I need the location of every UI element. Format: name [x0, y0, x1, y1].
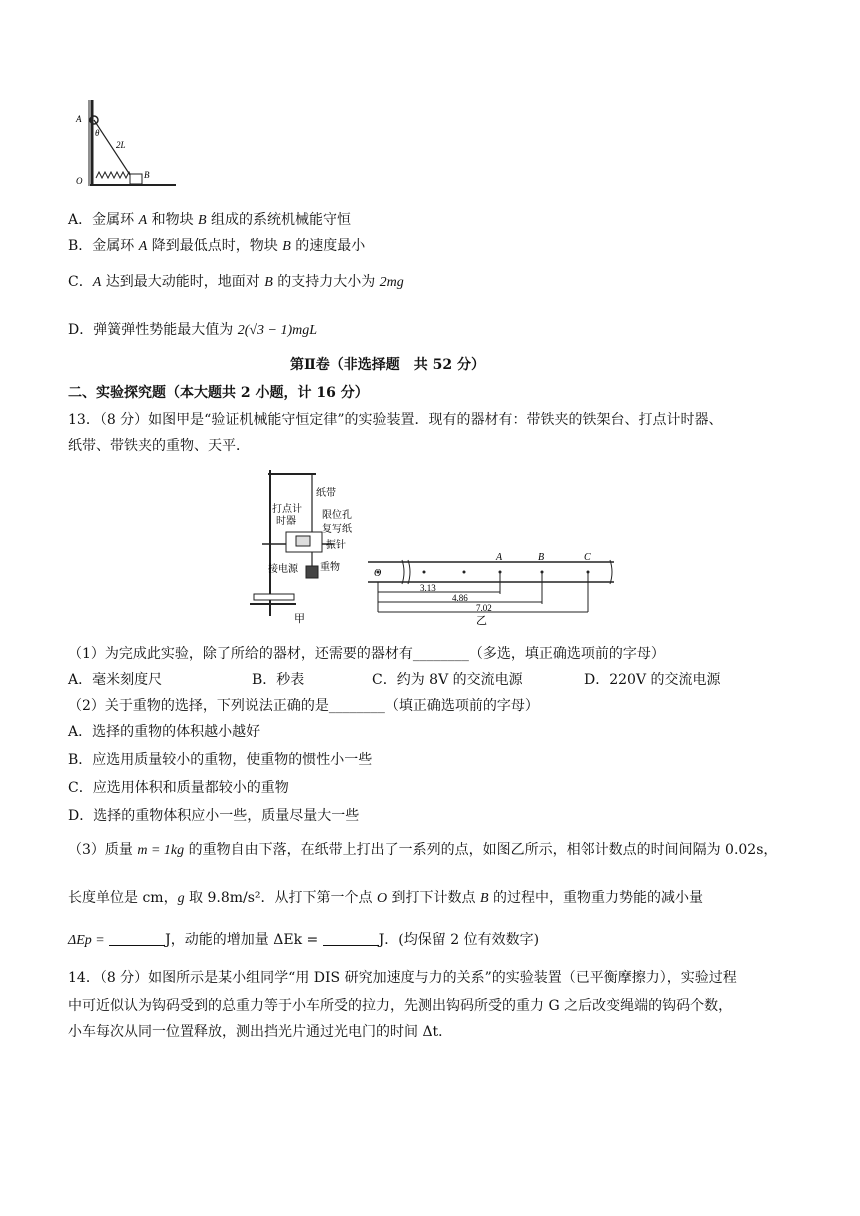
jia-label-zhongwu: 重物 [320, 562, 340, 573]
q14-line1: 14．（8 分）如图所示是某小组同学“用 DIS 研究加速度与力的关系”的实验装置（已平衡摩擦力），实验过程 [68, 970, 737, 986]
fig1-label-theta: θ [95, 128, 100, 138]
fig1-label-B: B [144, 170, 150, 180]
q14-line3: 小车每次从同一位置释放，测出挡光片通过光电门的时间 Δt． [68, 1024, 453, 1040]
q13-part3-line2: 长度单位是 cm，g 取 9.8m/s²．从打下第一个点 O 到打下计数点 B 的过程中，重物重力势能的减小量 [68, 890, 704, 906]
answer-blank-ek[interactable] [323, 931, 379, 946]
yi-dist-OA: 3.13 [420, 583, 436, 593]
q13-intro-line1: 13．（8 分）如图甲是“验证机械能守恒定律”的实验装置．现有的器材有：带铁夹的铁架台、打点计时器、 [68, 412, 723, 428]
q13-part1-option-c: C．约为 8V 的交流电源 [372, 672, 523, 688]
q13-part1-stem: （1）为完成此实验，除了所给的器材，还需要的器材有________（多选，填正确选项前的字母） [68, 646, 665, 662]
apparatus-figure-jia [246, 466, 356, 624]
q14-line2: 中可近似认为钩码受到的总重力等于小车所受的拉力，先测出钩码所受的重力 G 之后改变绳端的钩码个数， [68, 998, 733, 1014]
jia-label-fuxie: 复写纸 [322, 524, 352, 535]
jia-label-xianwei: 限位孔 [322, 510, 352, 521]
yi-label-O: O [374, 568, 382, 579]
ring-spring-figure [70, 98, 180, 194]
fig1-label-O: O [76, 176, 83, 186]
section-title: 第Ⅱ卷（非选择题 共 52 分） [290, 357, 486, 373]
q13-part2-option-c: C．应选用体积和质量都较小的重物 [68, 780, 289, 796]
section-part-heading: 二、实验探究题（本大题共 2 小题，计 16 分） [68, 385, 369, 401]
q13-part2-option-b: B．应选用质量较小的重物，使重物的惯性小一些 [68, 752, 373, 768]
yi-label: 乙 [476, 615, 487, 626]
yi-label-B: B [538, 552, 545, 563]
yi-dist-OB: 4.86 [452, 593, 468, 603]
fig1-label-2L: 2L [116, 140, 126, 150]
jia-label-shiqi: 时器 [276, 516, 296, 527]
yi-label-A: A [496, 552, 503, 563]
jia-label-jiedian: 接电源 [268, 564, 298, 575]
q13-intro-line2: 纸带、带铁夹的重物、天平． [68, 438, 250, 454]
jia-label-zhenzhen: 振针 [326, 540, 346, 551]
q12-option-d: D．弹簧弹性势能最大值为 2(√3 − 1)mgL [68, 322, 318, 338]
jia-label-dadian: 打点计 [272, 504, 302, 515]
yi-label-C: C [584, 552, 591, 563]
q13-part2-option-a: A．选择的重物的体积越小越好 [68, 724, 261, 740]
q13-part3-line1: （3）质量 m = 1kg 的重物自由下落，在纸带上打出了一系列的点，如图乙所示，相邻计数点的时间间隔为 0.02s， [68, 842, 778, 858]
jia-label-zhidai: 纸带 [316, 488, 336, 499]
q12-option-b: B．金属环 A 降到最低点时，物块 B 的速度最小 [68, 238, 366, 254]
q13-part1-option-a: A．毫米刻度尺 [68, 672, 163, 688]
tape-figure-yi [364, 550, 620, 626]
q13-part1-option-d: D．220V 的交流电源 [584, 672, 721, 688]
jia-label: 甲 [294, 613, 305, 624]
q13-part2-stem: （2）关于重物的选择，下列说法正确的是________（填正确选项前的字母） [68, 698, 539, 714]
q13-part2-option-d: D．选择的重物体积应小一些，质量尽量大一些 [68, 808, 360, 824]
q12-option-a: A．金属环 A 和物块 B 组成的系统机械能守恒 [68, 212, 352, 228]
q12-option-c: C．A 达到最大动能时，地面对 B 的支持力大小为 2mg [68, 274, 404, 290]
fig1-label-A: A [76, 114, 82, 124]
answer-blank-ep[interactable] [109, 931, 165, 946]
yi-dist-OC: 7.02 [476, 603, 492, 613]
q13-part1-option-b: B．秒表 [252, 672, 305, 688]
q13-part3-line3: ΔEp = J，动能的增加量 ΔEk = J．(均保留 2 位有效数字) [68, 932, 540, 948]
